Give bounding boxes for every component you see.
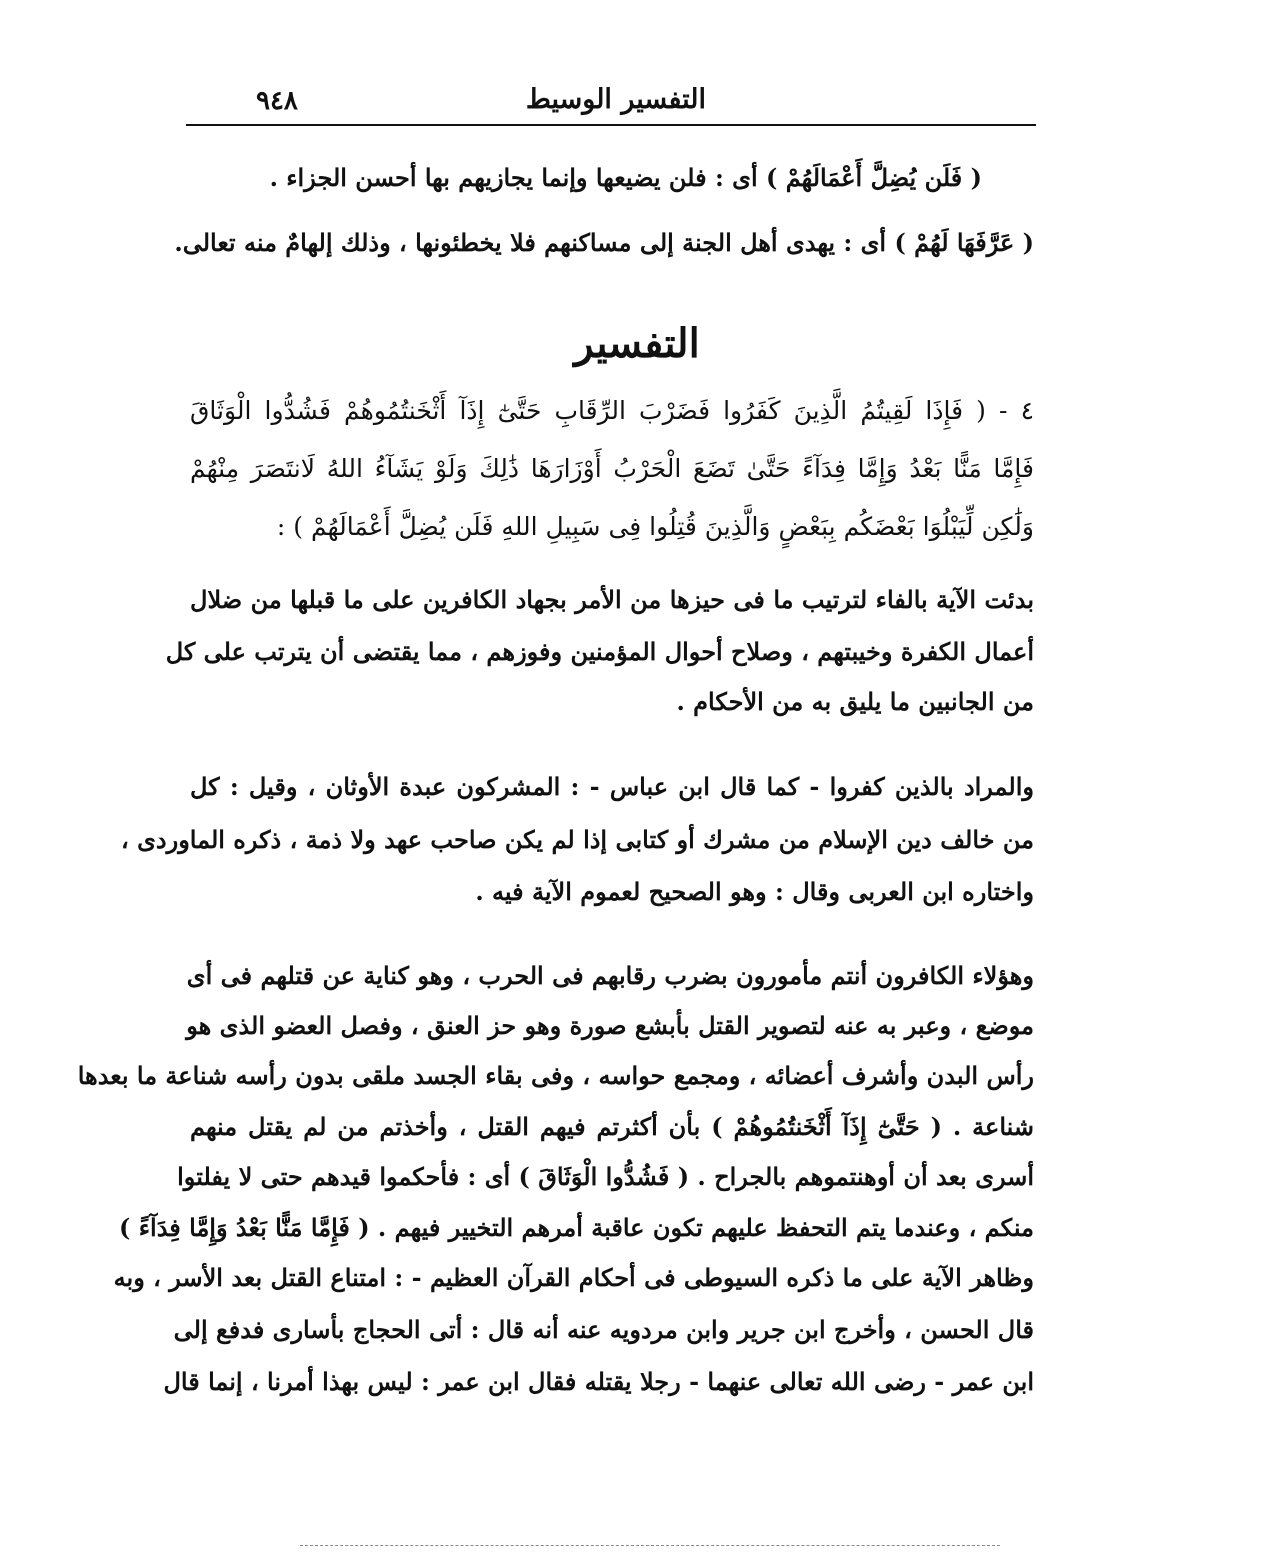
paragraph-line: موضع ، وعبر به عنه لتصوير القتل بأبشع صورة وهو حز العنق ، وفصل العضو الذى هو — [186, 1011, 1034, 1040]
page-number: ٩٤٨ — [256, 86, 298, 116]
paragraph-line: من الجانبين ما يليق به من الأحكام . — [676, 687, 1034, 716]
paragraph-line: أعمال الكفرة وخيبتهم ، وصلاح أحوال المؤمنين وفوزهم ، مما يقتضى أن يترتب على كل — [165, 637, 1034, 666]
verse-line: وَلَٰكِن لِّيَبْلُوَا بَعْضَكُم بِبَعْضٍ وَالَّذِينَ قُتِلُوا فِى سَبِيلِ اللهِ فَلَن يُضِلَّ أَعْمَالَهُمْ ) : — [276, 512, 1034, 541]
gloss-line: ( عَرَّفَهَا لَهُمْ ) أى : يهدى أهل الجنة إلى مساكنهم فلا يخطئونها ، وذلك إلهامٌ منه تعالى. — [174, 228, 1034, 257]
section-title: التفسير — [574, 320, 700, 367]
paragraph-line: شناعة . ( حَتَّىٰٓ إِذَآ أَثْخَنتُمُوهُمْ ) بأن أكثرتم فيهم القتل ، وأخذتم من لم يقتل منهم — [190, 1112, 1034, 1141]
gloss-line: ( فَلَن يُضِلَّ أَعْمَالَهُمْ ) أى : فلن يضيعها وإنما يجازيهم بها أحسن الجزاء . — [269, 163, 982, 192]
paragraph-line: ابن عمر - رضى الله تعالى عنهما - رجلا يقتله فقال ابن عمر : ليس بهذا أمرنا ، إنما قال — [163, 1367, 1034, 1396]
paragraph-line: بدئت الآية بالفاء لترتيب ما فى حيزها من الأمر بجهاد الكافرين على ما قبلها من ضلال — [190, 585, 1034, 614]
paragraph-line: منكم ، وعندما يتم التحفظ عليهم تكون عاقبة أمرهم التخيير فيهم . ( فَإِمَّا مَنًّا بَعْدُ وَإِمَّا فِدَآءً ) — [119, 1213, 1034, 1242]
paragraph-line: وظاهر الآية على ما ذكره السيوطى فى أحكام القرآن العظيم - : امتناع القتل بعد الأسر ، وبه — [113, 1263, 1034, 1292]
paragraph-line: واختاره ابن العربى وقال : وهو الصحيح لعموم الآية فيه . — [475, 877, 1034, 906]
header-rule — [186, 124, 1036, 126]
verse-line: فَإِمَّا مَنًّا بَعْدُ وَإِمَّا فِدَآءً حَتَّىٰ تَضَعَ الْحَرْبُ أَوْزَارَهَا ذَٰلِكَ وَلَوْ يَشَآءُ اللهُ لَانتَصَرَ مِنْهُمْ — [190, 454, 1034, 483]
paragraph-line: أسرى بعد أن أوهنتموهم بالجراح . ( فَشُدُّوا الْوَثَاقَ ) أى : فأحكموا قيدهم حتى لا يفلتوا — [177, 1162, 1034, 1191]
paragraph-line: رأس البدن وأشرف أعضائه ، ومجمع حواسه ، وفى بقاء الجسد ملقى بدون رأسه شناعة ما بعدها — [77, 1061, 1034, 1090]
paragraph-line: وهؤلاء الكافرون أنتم مأمورون بضرب رقابهم فى الحرب ، وهو كناية عن قتلهم فى أى — [186, 961, 1034, 990]
paragraph-line: قال الحسن ، وأخرج ابن جرير وابن مردويه عنه أنه قال : أتى الحجاج بأسارى فدفع إلى — [173, 1315, 1034, 1344]
page-header — [186, 82, 1036, 122]
paragraph-line: من خالف دين الإسلام من مشرك أو كتابى إذا لم يكن صاحب عهد ولا ذمة ، ذكره الماوردى ، — [121, 825, 1034, 854]
bottom-divider — [300, 1545, 1000, 1546]
verse-line: ٤ - ( فَإِذَا لَقِيتُمُ الَّذِينَ كَفَرُوا فَضَرْبَ الرِّقَابِ حَتَّىٰٓ إِذَآ أَثْخَنتُمُوهُمْ فَشُدُّوا الْوَثَاقَ — [190, 396, 1034, 425]
paragraph-line: والمراد بالذين كفروا - كما قال ابن عباس - : المشركون عبدة الأوثان ، وقيل : كل — [190, 772, 1034, 801]
running-title: التفسير الوسيط — [525, 84, 706, 115]
